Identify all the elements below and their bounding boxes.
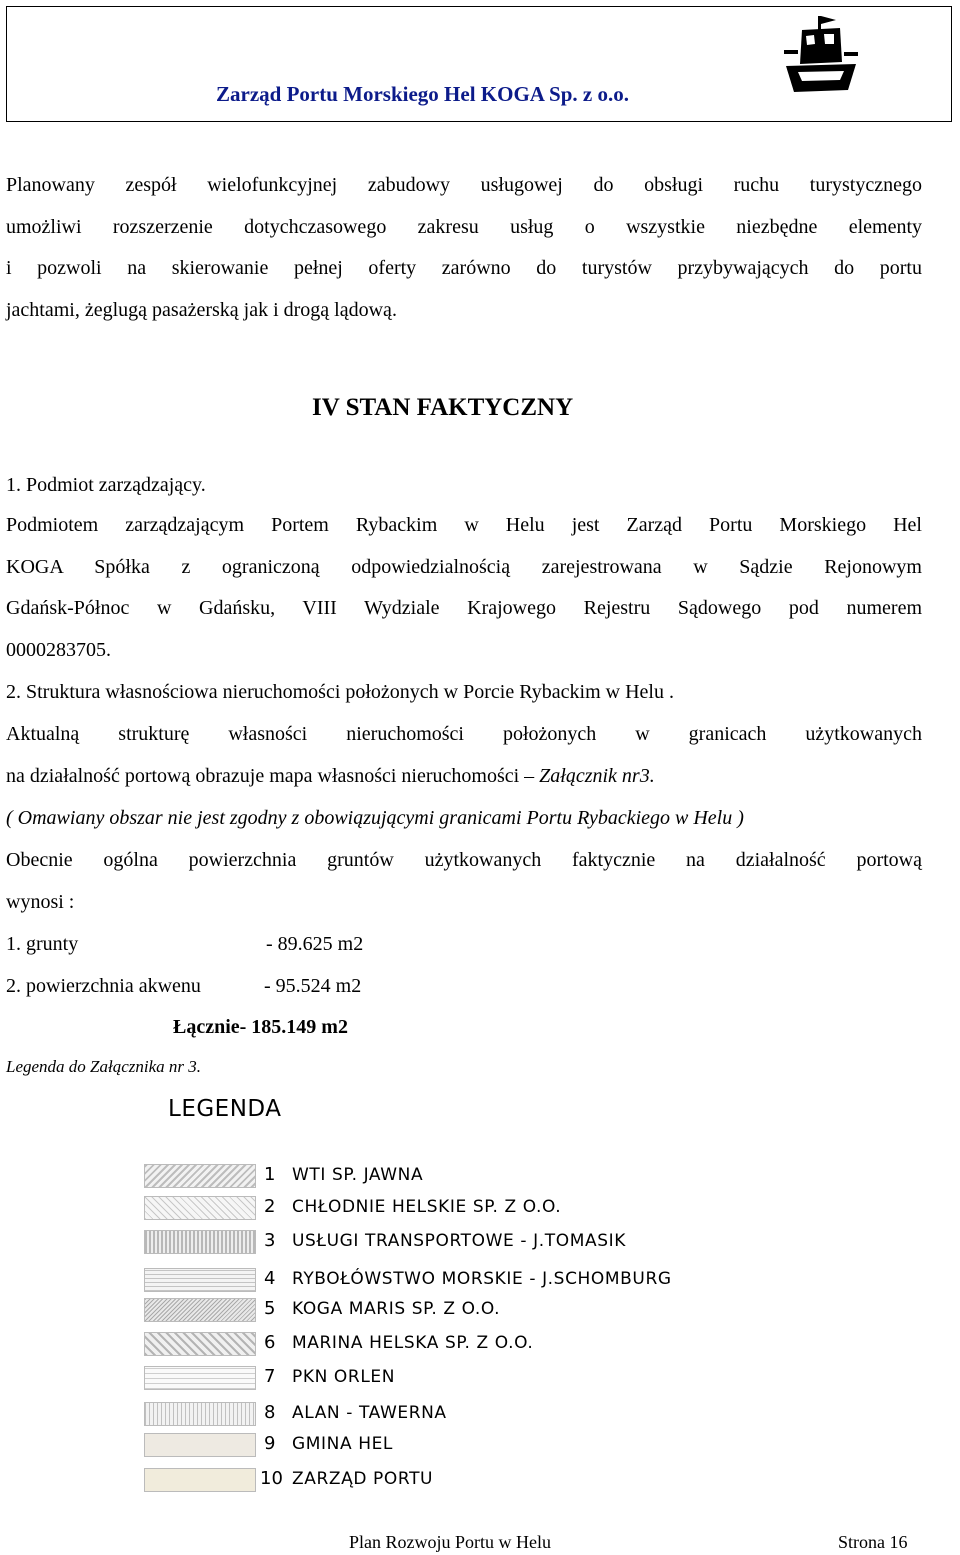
area-line: wynosi : [6,890,75,913]
attachment-reference: Załącznik nr3. [539,764,655,787]
intro-line: umożliwi rozszerzenie dotychczasowego zakresu usług o wszystkie niezbędne elementy [6,215,922,238]
legend-image [128,1090,788,1500]
legend-label: ZARZĄD PORTU [292,1469,434,1489]
legend-label: KOGA MARIS SP. Z O.O. [292,1299,501,1319]
legend-swatch [144,1433,256,1457]
intro-line: jachtami, żeglugą pasażerską jak i drogą lądową. [6,298,397,321]
legend-item [142,1164,782,1192]
area-note: ( Omawiany obszar nie jest zgodny z obowiązującymi granicami Portu Rybackiego w Helu ) [6,807,744,829]
subsection-1-title: 1. Podmiot zarządzający. [6,474,206,496]
legend-swatch [144,1332,256,1356]
legend-swatch [144,1164,256,1188]
legend-item [142,1230,782,1258]
total-area: Łącznie- 185.149 m2 [173,1016,348,1038]
legend-item [142,1468,782,1496]
legend-number: 10 [260,1468,283,1489]
legend-item [142,1332,782,1360]
area-value: - 89.625 m2 [266,933,364,955]
legend-caption: Legenda do Załącznika nr 3. [6,1057,202,1076]
legend-number: 2 [264,1196,276,1217]
legend-item [142,1366,782,1394]
area-label: 1. grunty [6,933,79,955]
subsection-2-paragraph [6,714,922,797]
legend-number: 8 [264,1402,276,1423]
legend-swatch [144,1402,256,1426]
subsection-1-paragraph [6,505,922,671]
legend-item [142,1433,782,1461]
legend-swatch [144,1196,256,1220]
legend-label: RYBOŁÓWSTWO MORSKIE - J.SCHOMBURG [292,1269,672,1289]
footer-document-title: Plan Rozwoju Portu w Helu [349,1532,551,1552]
intro-line: Planowany zespół wielofunkcyjnej zabudowy usługowej do obsługi ruchu turystycznego [6,174,922,196]
ship-logo-icon [784,14,858,102]
legend-number: 1 [264,1164,276,1185]
legend-number: 7 [264,1366,276,1387]
subsection-1-line: 0000283705. [6,638,111,661]
section-heading: IV STAN FAKTYCZNY [312,394,574,421]
legend-swatch [144,1298,256,1322]
area-label: 2. powierzchnia akwenu [6,975,201,997]
intro-paragraph [6,165,922,331]
legend-number: 6 [264,1332,276,1353]
legend-label: MARINA HELSKA SP. Z O.O. [292,1333,534,1353]
legend-item [142,1196,782,1224]
legend-swatch [144,1268,256,1292]
intro-line: i pozwoli na skierowanie pełnej oferty zarówno do turystów przybywających do portu [6,257,922,279]
legend-number: 4 [264,1268,276,1289]
legend-label: USŁUGI TRANSPORTOWE - J.TOMASIK [292,1231,626,1251]
legend-item [142,1402,782,1430]
footer-page-number: Strona 16 [838,1532,908,1552]
subsection-1-line: Gdańsk-Północ w Gdańsku, VIII Wydziale Krajowego Rejestru Sądowego pod numerem [6,597,922,619]
subsection-2-title: 2. Struktura własnościowa nieruchomości położonych w Porcie Rybackim w Helu . [6,681,674,703]
header-title: Zarząd Portu Morskiego Hel KOGA Sp. z o.o. [216,82,629,106]
legend-item [142,1268,782,1296]
area-line: Obecnie ogólna powierzchnia gruntów użytkowanych faktycznie na działalność portową [6,849,922,871]
legend-swatch [144,1468,256,1492]
legend-number: 9 [264,1433,276,1454]
subsection-1-line: Podmiotem zarządzającym Portem Rybackim w Helu jest Zarząd Portu Morskiego Hel [6,514,922,536]
legend-number: 5 [264,1298,276,1319]
area-value: - 95.524 m2 [264,975,362,997]
legend-item [142,1298,782,1326]
legend-label: ALAN - TAWERNA [292,1403,447,1423]
subsection-2-text: na działalność portową obrazuje mapa własności nieruchomości – [6,764,540,787]
legend-title: LEGENDA [168,1096,282,1122]
area-paragraph [6,840,922,923]
legend-label: WTI SP. JAWNA [292,1165,424,1185]
legend-label: CHŁODNIE HELSKIE SP. Z O.O. [292,1197,562,1217]
legend-swatch [144,1366,256,1390]
legend-label: GMINA HEL [292,1434,394,1454]
subsection-1-line: KOGA Spółka z ograniczoną odpowiedzialnością zarejestrowana w Sądzie Rejonowym [6,555,922,578]
legend-label: PKN ORLEN [292,1367,396,1387]
legend-number: 3 [264,1230,276,1251]
subsection-2-line-with-link [6,756,922,798]
legend-swatch [144,1230,256,1254]
subsection-2-line: Aktualną strukturę własności nieruchomości położonych w granicach użytkowanych [6,723,922,745]
